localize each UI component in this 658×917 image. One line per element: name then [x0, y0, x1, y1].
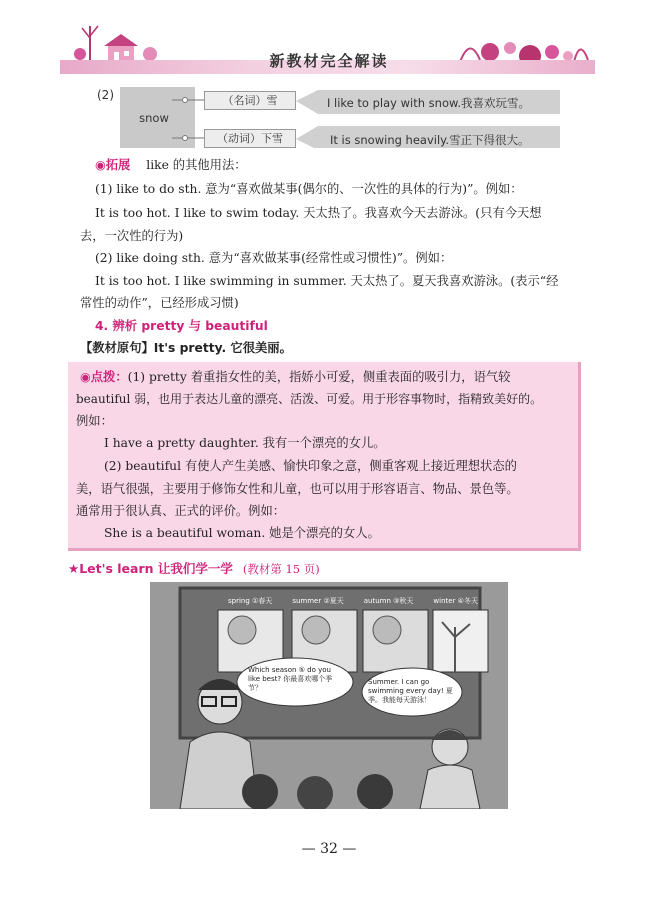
word-snow: snow	[139, 111, 169, 125]
tip-line-3: 例如：	[76, 414, 113, 428]
target-icon: ◉	[95, 158, 106, 172]
diagram-index: (2)	[97, 88, 114, 102]
extension-header	[95, 154, 247, 176]
boy-speech-bubble: Summer. I can go swimming every day! 夏季。我能每天游泳！	[368, 678, 453, 704]
tip-line-1	[80, 366, 510, 388]
page-title: 新教材完全解读	[269, 52, 389, 70]
target-icon: ◉	[80, 370, 91, 384]
season-label-winter: winter ④冬天	[433, 597, 478, 605]
season-label-summer: summer ②夏天	[292, 597, 344, 605]
season-label-spring: spring ①春天	[228, 597, 273, 605]
season-label-autumn: autumn ③秋天	[363, 597, 414, 605]
extension-line-4: (2) like doing sth. 意为“喜欢做某事(经常性或习惯性)”。例如：	[95, 251, 453, 265]
source-text: It's pretty. 它很美丽。	[153, 341, 292, 355]
extension-line-6: 常性的动作”，已经形成习惯)	[80, 296, 239, 310]
lets-learn-heading	[68, 559, 320, 577]
extension-line-5: It is too hot. I like swimming in summer. 天太热了。夏天我喜欢游泳。(表示“经	[95, 274, 559, 288]
tip-line-1-text: (1) pretty 着重指女性的美，指娇小可爱，侧重表面的吸引力，语气较	[127, 370, 511, 384]
page-number: — 32 —	[301, 841, 357, 857]
source-sentence	[80, 337, 292, 359]
teacher-speech-bubble: Which season ⑤ do you like best? 你最喜欢哪个季节？	[248, 666, 333, 692]
extension-line-3: 去，一次性的行为)	[80, 229, 184, 243]
extension-tag: 拓展	[105, 158, 131, 172]
noun-example: I like to play with snow.我喜欢玩雪。	[327, 96, 530, 110]
extension-line-2: It is too hot. I like to swim today. 天太热了。我喜欢今天去游泳。(只有今天想	[95, 206, 542, 220]
tip-line-7: 通常用于很认真、正式的评价。例如：	[76, 504, 286, 518]
verb-example: It is snowing heavily.雪正下得很大。	[330, 133, 530, 147]
verb-label: （动词）下雪	[204, 129, 296, 148]
tip-line-8: She is a beautiful woman. 她是个漂亮的女人。	[104, 526, 380, 540]
tip-line-4: I have a pretty daughter. 我有一个漂亮的女儿。	[104, 436, 386, 450]
lets-learn-ref: (教材第 15 页)	[242, 562, 320, 576]
tip-line-5: (2) beautiful 有使人产生美感、愉快印象之意，侧重客观上接近理想状态的	[104, 459, 517, 473]
noun-label: （名词）雪	[204, 91, 296, 110]
lets-learn-title: ★Let's learn 让我们学一学	[68, 561, 233, 576]
source-tag: 【教材原句】	[80, 341, 154, 355]
tip-line-6: 美，语气很强，主要用于修饰女性和儿童，也可以用于形容语言、物品、景色等。	[76, 482, 519, 496]
classroom-illustration	[150, 582, 508, 809]
season-labels	[218, 596, 488, 606]
tip-tag: 点拨：	[90, 370, 128, 384]
extension-intro: like 的其他用法：	[146, 158, 247, 172]
tip-line-2: beautiful 弱，也用于表达儿童的漂亮、活泼、可爱。用于形容事物时，指精致美好的。	[76, 392, 543, 406]
section4-heading: 4. 辨析 pretty 与 beautiful	[95, 319, 268, 333]
extension-line-1: (1) like to do sth. 意为“喜欢做某事(偶尔的、一次性的具体的行为)”。例如：	[95, 182, 523, 196]
